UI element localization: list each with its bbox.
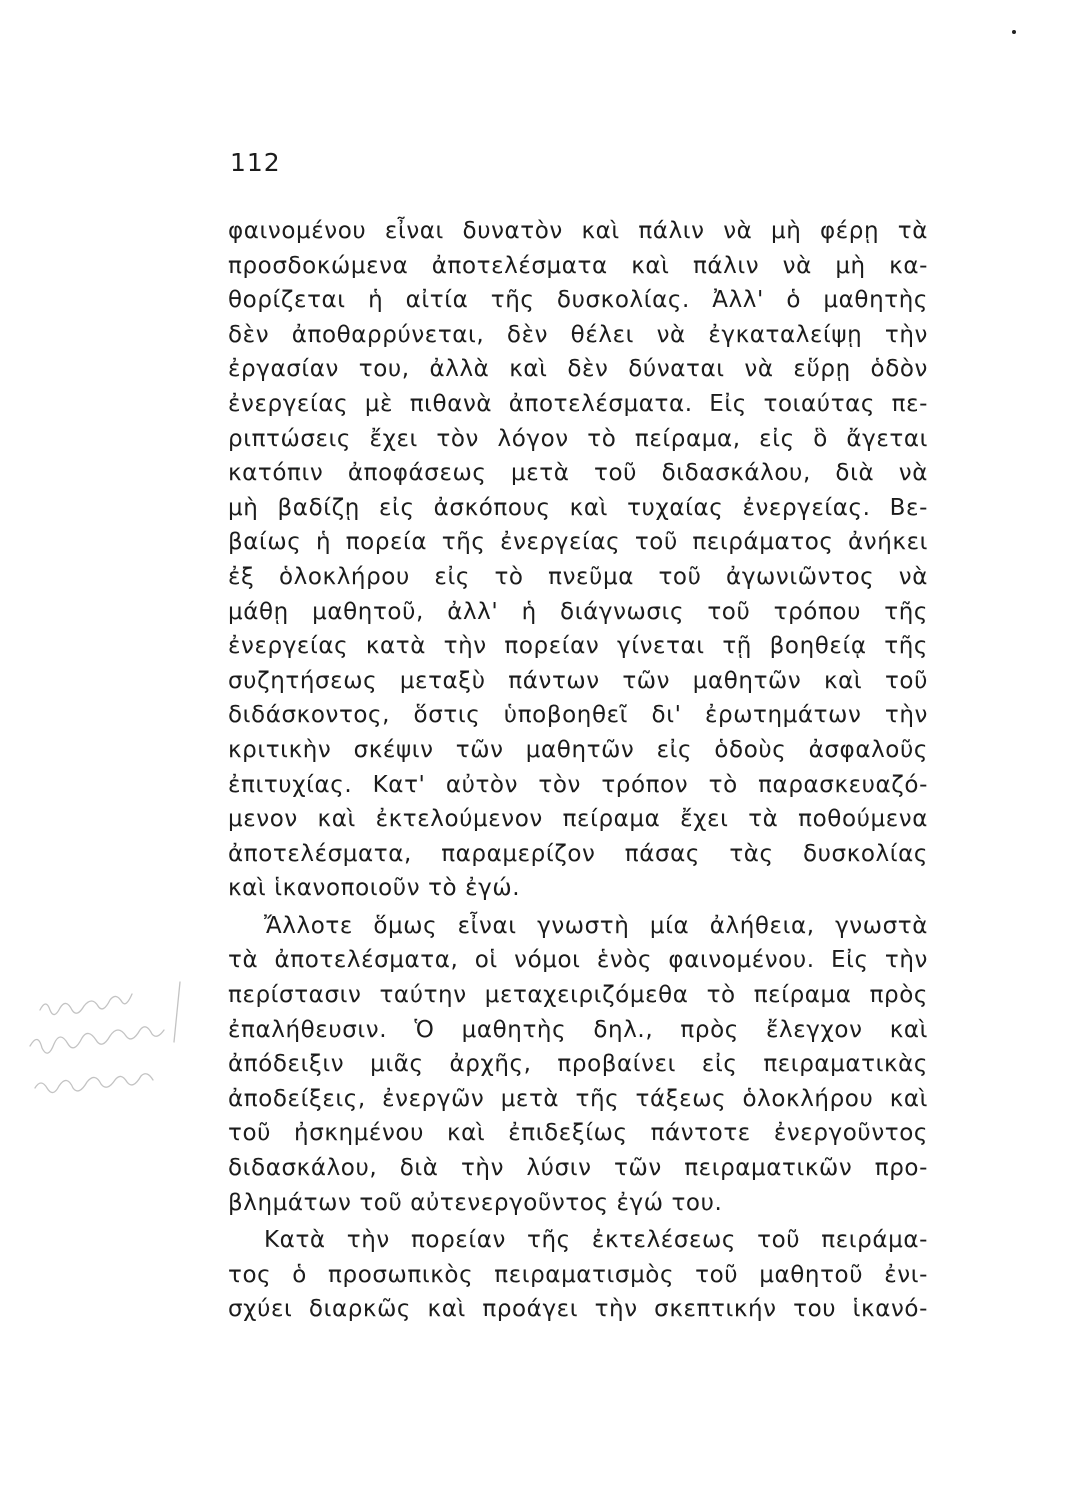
scan-speck — [1012, 30, 1016, 34]
text-line: ἐνεργείας κατὰ τὴν πορείαν γίνεται τῇ βοηθείᾳ τῆς — [228, 633, 928, 660]
text-line: ἐπιτυχίας. Κατ' αὐτὸν τὸν τρόπον τὸ παρασκευαζό- — [228, 771, 928, 798]
text-line: ριπτώσεις ἔχει τὸν λόγον τὸ πείραμα, εἰς ὃ ἄγεται — [228, 425, 928, 452]
text-line: μάθῃ μαθητοῦ, ἀλλ' ἡ διάγνωσις τοῦ τρόπου τῆς — [228, 598, 928, 625]
page-number: 112 — [230, 148, 281, 177]
text-line: ἐπαλήθευσιν. Ὁ μαθητὴς δηλ., πρὸς ἔλεγχον καὶ — [228, 1016, 928, 1043]
text-line: κατόπιν ἀποφάσεως μετὰ τοῦ διδασκάλου, διὰ νὰ — [228, 460, 928, 487]
text-line: ἐργασίαν του, ἀλλὰ καὶ δὲν δύναται νὰ εὕρῃ ὁδὸν — [228, 356, 928, 383]
text-line: μενον καὶ ἐκτελούμενον πείραμα ἔχει τὰ ποθούμενα — [228, 806, 928, 833]
text-line: θορίζεται ἡ αἰτία τῆς δυσκολίας. Ἀλλ' ὁ μαθητὴς — [228, 287, 928, 314]
text-line: συζητήσεως μεταξὺ πάντων τῶν μαθητῶν καὶ τοῦ — [228, 667, 928, 694]
text-line: Κατὰ τὴν πορείαν τῆς ἐκτελέσεως τοῦ πειράμα- — [264, 1227, 928, 1254]
text-line: προσδοκώμενα ἀποτελέσματα καὶ πάλιν νὰ μὴ κα- — [228, 252, 928, 279]
text-line: βλημάτων τοῦ αὐτενεργοῦντος ἐγώ του. — [228, 1189, 723, 1216]
text-line: δὲν ἀποθαρρύνεται, δὲν θέλει νὰ ἐγκαταλείψῃ τὴν — [228, 321, 928, 348]
text-line: περίστασιν ταύτην μεταχειριζόμεθα τὸ πείραμα πρὸς — [228, 982, 928, 1009]
body-text — [228, 214, 928, 1327]
text-line: καὶ ἱκανοποιοῦν τὸ ἐγώ. — [228, 875, 521, 902]
paragraph-3 — [228, 1223, 928, 1327]
text-line: τὰ ἀποτελέσματα, οἱ νόμοι ἑνὸς φαινομένου. Εἰς τὴν — [228, 947, 928, 974]
text-line: τοῦ ἠσκημένου καὶ ἐπιδεξίως πάντοτε ἐνεργοῦντος — [228, 1120, 928, 1147]
paragraph-2 — [228, 909, 928, 1220]
text-line: μὴ βαδίζῃ εἰς ἀσκόπους καὶ τυχαίας ἐνεργείας. Βε- — [228, 494, 928, 521]
text-line: Ἄλλοτε ὅμως εἶναι γνωστὴ μία ἀλήθεια, γνωστὰ — [264, 912, 928, 939]
text-line: ἀποτελέσματα, παραμερίζον πάσας τὰς δυσκολίας — [228, 840, 928, 867]
text-line: τος ὁ προσωπικὸς πειραματισμὸς τοῦ μαθητοῦ ἐνι- — [228, 1261, 928, 1288]
text-line: φαινομένου εἶναι δυνατὸν καὶ πάλιν νὰ μὴ φέρῃ τὰ — [228, 218, 928, 244]
text-line: διδάσκοντος, ὅστις ὑποβοηθεῖ δι' ἐρωτημάτων τὴν — [228, 702, 928, 729]
text-line: ἐξ ὁλοκλήρου εἰς τὸ πνεῦμα τοῦ ἀγωνιῶντος νὰ — [228, 563, 928, 590]
text-line: ἐνεργείας μὲ πιθανὰ ἀποτελέσματα. Εἰς τοιαύτας πε- — [228, 390, 928, 417]
text-line: διδασκάλου, διὰ τὴν λύσιν τῶν πειραματικῶν προ- — [228, 1155, 928, 1182]
text-line: κριτικὴν σκέψιν τῶν μαθητῶν εἰς ὁδοὺς ἀσφαλοῦς — [228, 736, 928, 763]
text-line: ἀποδείξεις, ἐνεργῶν μετὰ τῆς τάξεως ὁλοκλήρου καὶ — [228, 1085, 928, 1112]
text-line: βαίως ἡ πορεία τῆς ἐνεργείας τοῦ πειράματος ἀνήκει — [228, 529, 928, 556]
handwritten-margin-note — [0, 980, 240, 1120]
text-line: σχύει διαρκῶς καὶ προάγει τὴν σκεπτικήν του ἱκανό- — [228, 1296, 928, 1323]
paragraph-1 — [228, 214, 928, 906]
text-line: ἀπόδειξιν μιᾶς ἀρχῆς, προβαίνει εἰς πειραματικὰς — [228, 1051, 928, 1078]
